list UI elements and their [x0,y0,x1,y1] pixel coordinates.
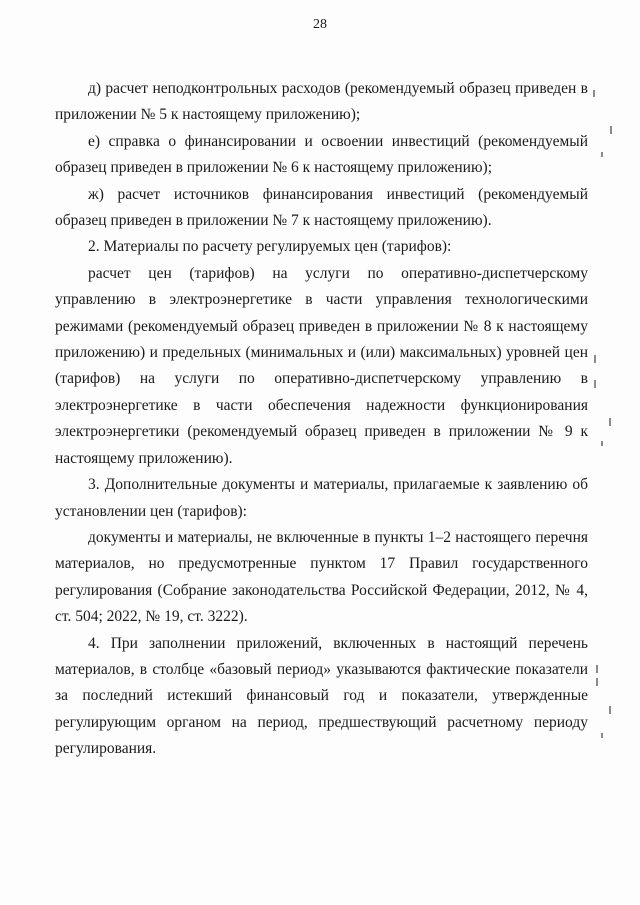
paragraph-section-3-heading: 3. Дополнительные документы и материалы, прилагаемые к заявлению об установлении цен (тарифов): [55,476,588,520]
scan-mark [593,90,595,97]
document-body [55,76,588,763]
scan-mark [609,706,611,714]
scan-mark [609,418,611,426]
paragraph-item-d: д) расчет неподконтрольных расходов (рекомендуемый образец приведен в приложении № 5 к настоящему приложению); [55,80,588,124]
paragraph-item-e: е) справка о финансировании и освоении инвестиций (рекомендуемый образец приведен в приложении № 6 к настоящему приложению); [55,132,588,177]
paragraph-section-2-heading: 2. Материалы по расчету регулируемых цен (тарифов): [88,238,452,256]
page-number: 28 [313,17,327,32]
scan-mark [596,678,598,686]
scan-mark [610,126,612,134]
paragraph-tariff-calculation: расчет цен (тарифов) на услуги по оперативно-диспетчерскому управлению в электроэнергетике в части управления технологическими режимами (рекомендуемый образец приведен в приложении № 8 к настоящему приложению) и предельных (минимальных и (или) максимальных) уровней цен (тарифов) на услуги по оперативно-диспетчерскому управлению в электроэнергетике в части обеспечения надежности функционирования электроэнергетики (рекомендуемый образец приведен в приложении № 9 к настоящему приложению). [55,264,588,467]
paragraph-additional-documents: документы и материалы, не включенные в пункты 1–2 настоящего перечня материалов, но предусмотренные пунктом 17 Правил государственного регулирования (Собрание законодательства Российской Федерации, 2012, № 4, ст. 504; 2022, № 19, ст. 3222). [55,528,588,626]
scan-mark [601,733,603,738]
paragraph-section-4: 4. При заполнении приложений, включенных в настоящий перечень материалов, в столбце «базовый период» указываются фактические показатели за последний истекший финансовый год и показатели, утвержденные регулирующим органом на период, предшествующий расчетному периоду регулирования. [55,634,588,758]
scan-mark [594,355,596,363]
scan-mark [594,380,596,388]
scan-mark [596,665,598,673]
scan-mark [601,441,603,446]
paragraph-item-zh: ж) расчет источников финансирования инвестиций (рекомендуемый образец приведен в приложении № 7 к настоящему приложению). [55,185,588,230]
scan-mark [601,152,603,157]
